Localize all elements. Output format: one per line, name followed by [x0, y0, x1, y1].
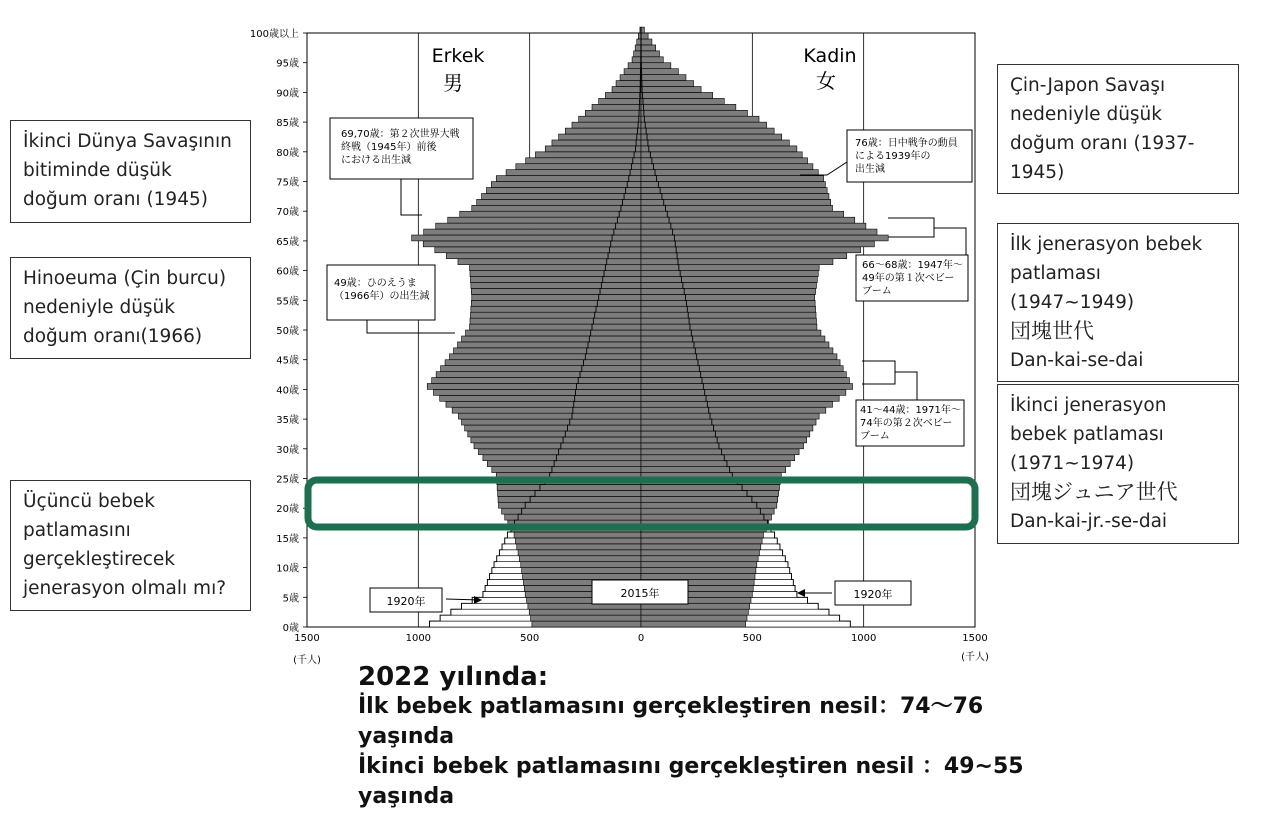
bar-2015-male: [460, 211, 641, 217]
bar-2015-male: [477, 199, 641, 205]
bar-2015-male: [465, 425, 641, 431]
bar-2015-female: [641, 568, 756, 574]
annotation-line: 66～68歳：1947年～: [862, 260, 963, 271]
bar-2015-male: [492, 467, 641, 473]
bottom-note-second-gen-age: yaşında: [358, 784, 455, 809]
bar-2015-female: [641, 621, 746, 627]
box-third-line2: patlamasını: [23, 520, 131, 541]
bar-2015-female: [641, 609, 748, 615]
bar-2015-female: [641, 211, 844, 217]
bar-2015-male: [565, 128, 641, 134]
bottom-note: [358, 662, 1058, 812]
box-third-line3: gerçekleştirecek: [23, 549, 175, 570]
box-second-boom-line1: İkinci jenerasyon: [1010, 395, 1167, 416]
bar-2015-male: [446, 401, 641, 407]
bar-2015-female: [641, 342, 829, 348]
bar-2015-female: [641, 87, 701, 93]
bar-2015-male: [436, 223, 641, 229]
bar-2015-male: [470, 312, 641, 318]
bar-2015-female: [641, 300, 815, 306]
bar-2015-male: [592, 104, 641, 110]
bar-2015-female: [641, 455, 795, 461]
bar-2015-female: [641, 45, 656, 51]
female-kanji: 女: [816, 69, 836, 93]
box-hinoeuma: [10, 257, 251, 359]
box-first-boom-romaji: Dan-kai-se-dai: [1010, 350, 1144, 371]
annotation-line: 49歳：ひのえうま: [334, 278, 417, 289]
bar-2015-male: [516, 164, 641, 170]
bar-2015-female: [641, 63, 671, 69]
bar-2015-female: [641, 550, 759, 556]
bar-2015-male: [628, 63, 641, 69]
bar-2015-male: [522, 568, 641, 574]
bar-2015-male: [521, 562, 641, 568]
bar-2015-male: [474, 443, 641, 449]
bar-2015-male: [491, 182, 641, 188]
annotation-line: 49年の第１次ベビー: [862, 273, 955, 284]
male-title: Erkek: [431, 45, 485, 67]
bar-2015-female: [641, 562, 757, 568]
y-tick-label: 90歳: [276, 88, 299, 100]
bar-2015-male: [458, 342, 641, 348]
annotation-line: 74年の第２次ベビー: [860, 418, 953, 429]
bar-2015-female: [641, 449, 799, 455]
bar-2015-male: [424, 229, 641, 235]
bar-2015-female: [641, 407, 826, 413]
bar-2015-male: [585, 110, 641, 116]
bar-2015-male: [483, 455, 641, 461]
box-sinojapan-line3: doğum oranı (1937-: [1010, 133, 1195, 154]
bar-2015-male: [432, 378, 641, 384]
bar-2015-female: [641, 241, 874, 247]
bar-2015-male: [452, 407, 641, 413]
bar-2015-female: [641, 271, 818, 277]
x-tick-label: 500: [520, 633, 540, 644]
bar-2015-male: [450, 354, 641, 360]
bar-2015-male: [436, 372, 641, 378]
bar-2015-male: [471, 283, 641, 289]
bar-2015-female: [641, 158, 808, 164]
annotation-line: 76歳：日中戦争の動員: [855, 138, 958, 149]
bar-2015-male: [514, 532, 641, 538]
bar-2015-female: [641, 27, 644, 33]
annotation-line: 終戦（1945年）前後: [341, 142, 437, 153]
bar-2015-female: [641, 122, 767, 128]
bar-2015-male: [529, 609, 641, 615]
y-tick-label: 35歳: [276, 415, 299, 427]
bar-2015-female: [641, 69, 678, 75]
bar-2015-male: [454, 348, 641, 354]
bar-2015-female: [641, 419, 816, 425]
bar-2015-female: [641, 283, 816, 289]
bar-2015-male: [462, 419, 641, 425]
annotation-line: ブーム: [860, 431, 890, 442]
bar-2015-male: [545, 146, 641, 152]
box-third-line1: Üçüncü bebek: [23, 491, 155, 512]
bottom-note-first-gen: İlk bebek patlamasını gerçekleştiren nesil：74〜76: [358, 694, 984, 719]
y-tick-label: 5歳: [282, 593, 299, 605]
box-ww2-line1: İkinci Dünya Savaşının: [23, 131, 232, 152]
bar-2015-male: [616, 81, 641, 87]
bar-2015-female: [641, 574, 755, 580]
bar-2015-female: [641, 336, 825, 342]
box-second-boom-line2: bebek patlaması: [1010, 424, 1164, 445]
bar-2015-female: [641, 348, 833, 354]
bar-2015-male: [470, 277, 641, 283]
bar-2015-male: [466, 330, 641, 336]
bar-2015-male: [532, 621, 641, 627]
bar-2015-female: [641, 81, 694, 87]
bar-2015-female: [641, 443, 804, 449]
female-title: Kadin: [803, 45, 857, 67]
bar-2015-female: [641, 223, 866, 229]
bar-2015-female: [641, 217, 855, 223]
bar-2015-female: [641, 437, 807, 443]
y-tick-label: 60歳: [276, 266, 299, 278]
bar-2015-female: [641, 116, 759, 122]
y-tick-label: 100歳以上: [249, 29, 299, 40]
bar-2015-female: [641, 354, 837, 360]
annotation-line: ブーム: [862, 286, 892, 297]
bar-2015-male: [423, 241, 641, 247]
bar-2015-male: [471, 288, 641, 294]
annotation-line: 出生減: [855, 164, 885, 175]
bar-2015-female: [641, 556, 758, 562]
bar-2015-male: [535, 152, 641, 158]
bar-2015-female: [641, 265, 819, 271]
box-sinojapan-line2: nedeniyle düşük: [1010, 104, 1162, 125]
annotation-line: （1966年）の出生減: [334, 291, 430, 302]
bar-2015-male: [468, 431, 641, 437]
bar-2015-male: [526, 158, 641, 164]
annotation-line: による1939年の: [855, 151, 931, 162]
bar-2015-female: [641, 532, 763, 538]
bar-2015-male: [599, 98, 641, 104]
box-second-boom-kanji: 団塊ジュニア世代: [1010, 480, 1178, 504]
bar-2015-male: [517, 544, 641, 550]
y-tick-label: 95歳: [276, 58, 299, 70]
bar-2015-female: [641, 360, 840, 366]
box-hinoeuma-line2: nedeniyle düşük: [23, 297, 175, 318]
bar-2015-female: [641, 288, 816, 294]
x-tick-label: 0: [637, 633, 645, 644]
bar-2015-male: [519, 556, 641, 562]
y-tick-label: 65歳: [276, 236, 299, 248]
box-hinoeuma-line1: Hinoeuma (Çin burcu): [23, 268, 227, 289]
bar-2015-male: [435, 247, 641, 253]
bar-2015-female: [641, 92, 713, 98]
bar-2015-male: [441, 366, 641, 372]
bar-2015-male: [482, 193, 641, 199]
bottom-note-title: 2022 yılında:: [358, 662, 549, 692]
bar-2015-female: [641, 306, 816, 312]
bar-2015-female: [641, 538, 762, 544]
bar-2015-female: [641, 104, 736, 110]
bar-2015-female: [641, 461, 790, 467]
box-first-baby-boom: [997, 223, 1239, 382]
annotation-line: における出生減: [341, 155, 411, 166]
bar-2015-female: [641, 128, 774, 134]
y-tick-label: 30歳: [276, 444, 299, 456]
bar-2015-male: [471, 437, 641, 443]
bar-2015-male: [446, 253, 641, 259]
bar-2015-male: [620, 75, 641, 81]
bar-2015-female: [641, 57, 663, 63]
y-tick-label: 0歳: [282, 623, 299, 634]
bar-2015-male: [433, 389, 641, 395]
box-second-boom-romaji: Dan-kai-jr.-se-dai: [1010, 511, 1168, 532]
bar-2015-male: [505, 514, 641, 520]
bar-2015-male: [471, 306, 641, 312]
bar-2015-female: [641, 98, 724, 104]
y-tick-label: 25歳: [276, 474, 299, 486]
bar-2015-male: [612, 87, 641, 93]
bar-2015-female: [641, 395, 839, 401]
box-ww2-line2: bitiminde düşük: [23, 160, 172, 181]
bar-2015-male: [518, 550, 641, 556]
bar-2015-male: [448, 217, 641, 223]
bar-2015-female: [641, 312, 816, 318]
bar-2015-female: [641, 490, 779, 496]
bar-2015-female: [641, 389, 846, 395]
bar-2015-male: [531, 615, 641, 621]
box-second-baby-boom: [997, 384, 1239, 544]
bar-2015-female: [641, 384, 853, 390]
bar-2015-male: [458, 259, 641, 265]
bar-2015-female: [641, 514, 771, 520]
bar-2015-female: [641, 467, 786, 473]
bar-2015-male: [497, 484, 641, 490]
y-tick-label: 20歳: [276, 504, 299, 516]
bar-2015-male: [440, 395, 641, 401]
bar-2015-male: [523, 574, 641, 580]
bar-2015-female: [641, 318, 816, 324]
bar-2015-female: [641, 146, 797, 152]
box-sinojapan-line1: Çin-Japon Savaşı: [1010, 75, 1166, 96]
box-ww2-low-birth: [10, 120, 251, 223]
bar-2015-male: [498, 496, 641, 502]
bar-2015-male: [572, 122, 641, 128]
bar-2015-female: [641, 110, 747, 116]
legend-1920-right-text: 1920年: [853, 588, 893, 601]
bar-2015-male: [470, 318, 641, 324]
box-first-boom-kanji: 団塊世代: [1010, 319, 1094, 343]
bar-2015-female: [641, 39, 652, 45]
bar-2015-male: [559, 134, 641, 140]
legend-1920-left-text: 1920年: [386, 595, 426, 608]
bar-2015-female: [641, 425, 813, 431]
bottom-note-second-gen: İkinci bebek patlamasını gerçekleştiren nesil ：49~55: [358, 754, 1024, 779]
bar-2015-female: [641, 294, 815, 300]
y-tick-label: 45歳: [276, 355, 299, 367]
bar-2015-male: [427, 384, 641, 390]
annotation-line: 69,70歳：第２次世界大戦: [341, 129, 460, 140]
bar-2015-male: [635, 45, 641, 51]
x-tick-label: 1500: [962, 633, 988, 644]
bar-2015-female: [641, 366, 843, 372]
bar-2015-female: [641, 277, 817, 283]
legend-2015: [592, 580, 688, 604]
bar-2015-female: [641, 134, 782, 140]
y-tick-label: 40歳: [276, 385, 299, 397]
box-sinojapan-war: [997, 64, 1239, 194]
bar-2015-male: [552, 140, 641, 146]
box-first-boom-line1: İlk jenerasyon bebek: [1010, 234, 1203, 255]
legend-2015-text: 2015年: [620, 587, 660, 600]
bar-2015-male: [515, 538, 641, 544]
bar-2015-female: [641, 253, 847, 259]
y-tick-label: 50歳: [276, 326, 299, 337]
y-tick-label: 80歳: [276, 147, 299, 159]
bar-2015-male: [632, 57, 641, 63]
box-first-boom-line3: (1947~1949): [1010, 292, 1135, 313]
male-kanji: 男: [443, 71, 463, 95]
x-unit-right: (千人): [961, 652, 989, 663]
bar-2015-female: [641, 615, 747, 621]
bar-2015-female: [641, 152, 802, 158]
bottom-note-first-gen-age: yaşında: [358, 724, 455, 749]
bar-2015-female: [641, 199, 831, 205]
bar-2015-male: [496, 176, 641, 182]
bar-2015-male: [637, 39, 641, 45]
bar-2015-female: [641, 187, 827, 193]
bar-2015-male: [478, 449, 641, 455]
y-tick-label: 70歳: [276, 207, 299, 219]
bar-2015-female: [641, 484, 779, 490]
box-sinojapan-line4: 1945): [1010, 162, 1065, 183]
y-tick-label: 55歳: [276, 296, 299, 308]
bar-2015-male: [471, 300, 641, 306]
bar-2015-female: [641, 75, 686, 81]
bar-2015-male: [506, 170, 641, 176]
bar-2015-male: [470, 271, 641, 277]
bar-2015-male: [472, 205, 641, 211]
bar-2015-female: [641, 33, 648, 39]
bar-2015-female: [641, 247, 861, 253]
bar-2015-male: [624, 69, 641, 75]
bar-2015-female: [641, 401, 832, 407]
bar-2015-male: [458, 413, 641, 419]
bar-2015-female: [641, 259, 833, 265]
y-tick-label: 75歳: [276, 177, 299, 189]
bar-2015-male: [579, 116, 641, 122]
bar-2015-male: [412, 235, 641, 241]
bar-2015-male: [498, 502, 641, 508]
bar-2015-female: [641, 164, 813, 170]
bar-2015-male: [470, 265, 641, 271]
bar-2015-female: [641, 140, 789, 146]
bar-2015-male: [487, 461, 641, 467]
y-tick-label: 15歳: [276, 533, 299, 545]
bar-2015-female: [641, 193, 829, 199]
bar-2015-male: [462, 336, 641, 342]
bar-2015-male: [445, 360, 641, 366]
bar-2015-female: [641, 182, 825, 188]
bar-2015-female: [641, 496, 778, 502]
bar-2015-female: [641, 324, 817, 330]
x-tick-label: 1500: [294, 633, 320, 644]
bar-2015-female: [641, 205, 832, 211]
bar-2015-male: [605, 92, 641, 98]
box-hinoeuma-line3: doğum oranı(1966): [23, 326, 203, 347]
bar-2015-male: [486, 187, 641, 193]
box-second-boom-line3: (1971~1974): [1010, 453, 1135, 474]
bar-2015-female: [641, 413, 819, 419]
bar-2015-female: [641, 508, 774, 514]
y-tick-label: 85歳: [276, 118, 299, 130]
x-tick-label: 500: [742, 633, 762, 644]
bar-2015-female: [641, 176, 824, 182]
bar-2015-male: [472, 294, 641, 300]
bar-2015-female: [641, 544, 761, 550]
x-tick-label: 1000: [850, 633, 877, 644]
bar-2015-male: [634, 51, 641, 57]
x-unit-left: (千人): [293, 655, 321, 666]
bar-2015-male: [470, 324, 641, 330]
box-ww2-line3: doğum oranı (1945): [23, 189, 208, 210]
bar-2015-female: [641, 378, 849, 384]
bar-2015-female: [641, 51, 659, 57]
bar-2015-female: [641, 431, 810, 437]
bar-2015-female: [641, 235, 888, 241]
box-third-line4: jenerasyon olmalı mı?: [23, 578, 227, 599]
bar-2015-male: [498, 490, 641, 496]
y-tick-label: 10歳: [276, 563, 299, 575]
x-tick-label: 1000: [405, 633, 432, 644]
bar-2015-female: [641, 170, 818, 176]
box-first-boom-line2: patlaması: [1010, 263, 1101, 284]
box-third-boom: [10, 480, 251, 611]
bar-2015-male: [502, 508, 641, 514]
annotation-line: 41～44歳：1971年～: [860, 405, 961, 416]
bar-2015-female: [641, 330, 821, 336]
bar-2015-female: [641, 372, 846, 378]
bar-2015-female: [641, 229, 877, 235]
